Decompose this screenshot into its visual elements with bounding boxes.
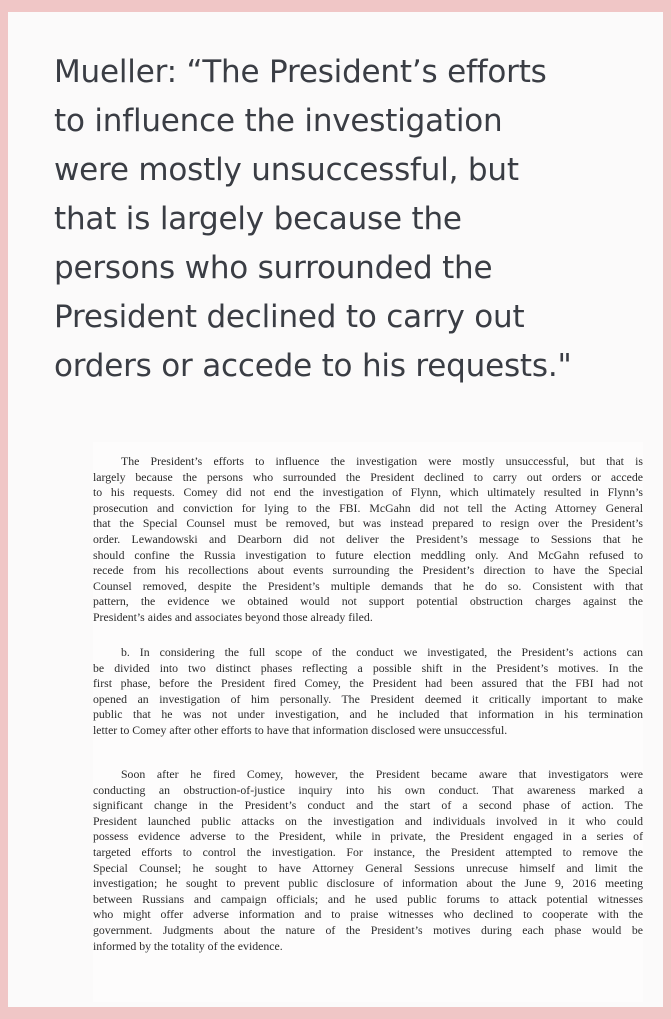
text-line: Special Counsel; he sought to have Attorney General Sessions unrecuse himself and limit the <box>93 860 643 875</box>
text-line: largely because the persons who surrounded the President declined to carry out orders or accede <box>93 469 643 484</box>
text-line: to his requests. Comey did not end the investigation of Flynn, which ultimately resulted in Flynn’s <box>93 485 643 500</box>
text-line: government. Judgments about the nature of the President’s motives during each phase would be <box>93 922 643 937</box>
text-line: conducting an obstruction-of-justice inquiry into his own conduct. That awareness marked a <box>93 782 643 797</box>
text-line: opened an investigation of him personally. The President deemed it critically important to make <box>93 691 643 706</box>
text-line: b. In considering the full scope of the conduct we investigated, the President’s actions can <box>121 645 643 659</box>
text-line: be divided into two distinct phases reflecting a possible shift in the President’s motives. In the <box>93 660 643 675</box>
excerpt-paragraph-1 <box>93 454 643 626</box>
text-line: recede from his recollections about events surrounding the President’s direction to have the Special <box>93 563 643 578</box>
text-line: significant change in the President’s conduct and the start of a second phase of action. The <box>93 798 643 813</box>
text-line: pattern, the evidence we obtained would not support potential obstruction charges against the <box>93 594 643 609</box>
page-canvas <box>8 12 663 1007</box>
excerpt-paragraph-2 <box>93 645 643 739</box>
headline-line: Mueller: “The President’s efforts <box>54 54 547 90</box>
headline-line: persons who surrounded the <box>54 250 493 286</box>
text-line: Counsel removed, despite the President’s multiple demands that he do so. Consistent with that <box>93 578 643 593</box>
text-line: informed by the totality of the evidence. <box>93 938 283 953</box>
text-line: that the Special Counsel must be removed, but was instead prepared to resign over the President’s <box>93 516 643 531</box>
text-line: should confine the Russia investigation to future election meddling only. And McGahn refused to <box>93 547 643 562</box>
excerpt-paragraph-3 <box>93 767 643 954</box>
headline-quote <box>54 48 644 391</box>
text-line: President launched public attacks on the investigation and individuals involved in it who could <box>93 813 643 828</box>
text-line: first phase, before the President fired Comey, the President had been assured that the FBI had not <box>93 676 643 691</box>
text-line: investigation; he sought to prevent public disclosure of information about the June 9, 2016 meeting <box>93 876 643 891</box>
headline-line: to influence the investigation <box>54 103 503 139</box>
headline-line: that is largely because the <box>54 201 462 237</box>
text-line: possess evidence adverse to the President, while in private, the President engaged in a series of <box>93 829 643 844</box>
text-line: public that he was not under investigation, and he included that information in his termination <box>93 707 643 722</box>
text-line: The President’s efforts to influence the investigation were mostly unsuccessful, but that is <box>121 454 643 468</box>
text-line: targeted efforts to control the investigation. For instance, the President attempted to remove the <box>93 844 643 859</box>
report-excerpt <box>93 442 643 1002</box>
headline-line: were mostly unsuccessful, but <box>54 152 519 188</box>
text-line: between Russians and campaign officials; and he used public forums to attack potential witnesses <box>93 891 643 906</box>
text-line: order. Lewandowski and Dearborn did not deliver the President’s message to Sessions that he <box>93 531 643 546</box>
text-line: prosecution and conviction for lying to the FBI. McGahn did not tell the Acting Attorney General <box>93 500 643 515</box>
text-line: who might offer adverse information and to praise witnesses who declined to cooperate with the <box>93 907 643 922</box>
text-line: President’s aides and associates beyond those already filed. <box>93 609 373 624</box>
text-line: letter to Comey after other efforts to have that information disclosed were unsuccessful. <box>93 722 508 737</box>
text-line: Soon after he fired Comey, however, the President became aware that investigators were <box>121 767 643 781</box>
headline-line: orders or accede to his requests." <box>54 348 572 384</box>
headline-line: President declined to carry out <box>54 299 525 335</box>
